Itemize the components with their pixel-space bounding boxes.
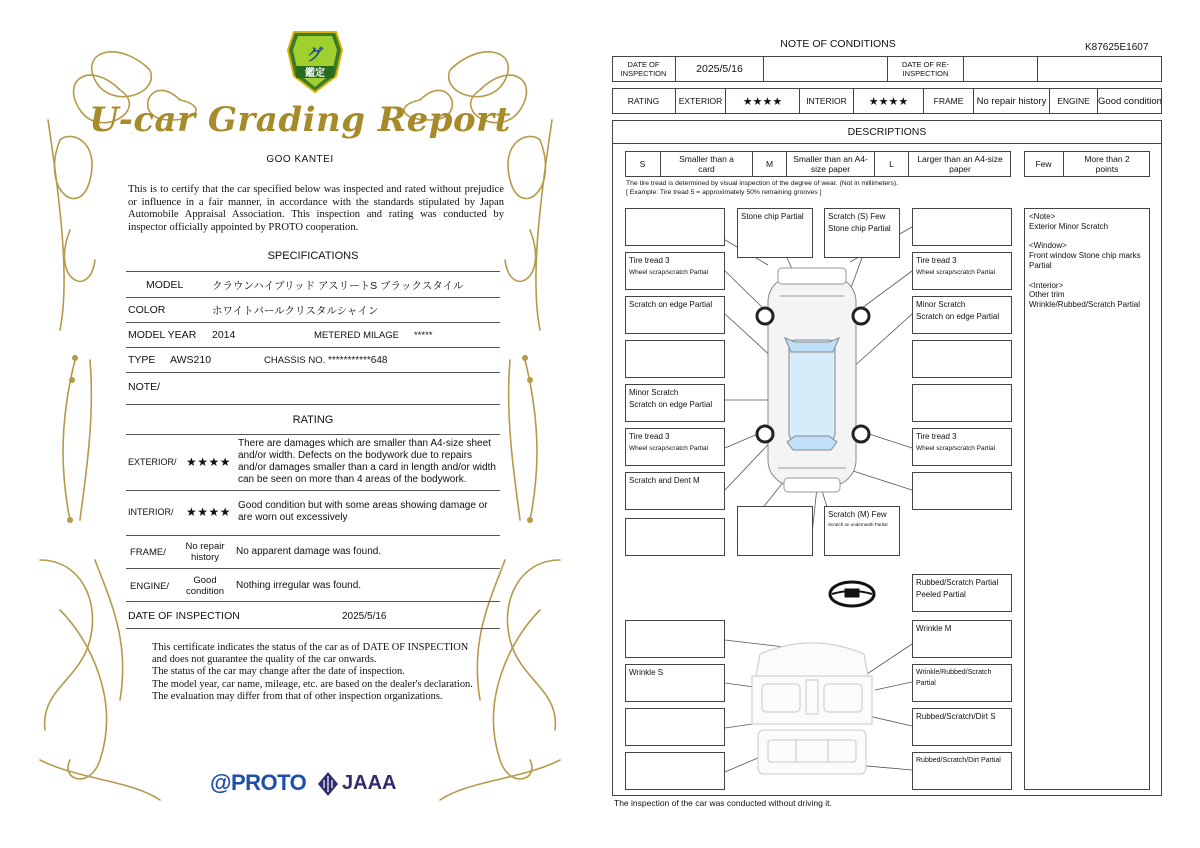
annotation-interior-right-1: Wrinkle M <box>912 620 1012 658</box>
spec-row-type <box>126 351 500 369</box>
engine-value: Good condition <box>1098 95 1162 107</box>
legend-s-desc: Smaller than a card <box>661 151 753 177</box>
annotation-left-door: Minor Scratch Scratch on edge Partial <box>625 384 725 422</box>
engine-value: Good condition <box>185 575 225 597</box>
engine-label: ENGINE/ <box>130 580 170 592</box>
annotation-interior-right-3: Rubbed/Scratch/Dirt S <box>912 708 1012 746</box>
rating-row-frame <box>126 538 500 566</box>
model-year-value: 2014 <box>212 329 236 341</box>
chassis-value: ***********648 <box>328 354 388 366</box>
note-of-conditions <box>600 0 1200 848</box>
rating-row-date <box>126 607 500 625</box>
report-subtitle: GOO KANTEI <box>266 154 334 165</box>
model-label: MODEL <box>146 279 184 291</box>
annotation-box-empty <box>912 472 1012 510</box>
annotation-box-empty <box>625 752 725 790</box>
spec-row-note <box>126 378 500 396</box>
annotation-left-front-tire: Tire tread 3 Wheel scrap/scratch Partial <box>625 252 725 290</box>
mileage-value: ***** <box>414 329 433 341</box>
frame-label: FRAME <box>924 88 974 114</box>
car-top-view-icon <box>768 268 856 492</box>
spec-row-model-year <box>126 326 500 344</box>
annotation-left-rear-quarter: Scratch and Dent M <box>625 472 725 510</box>
certification-statement: This is to certify that the car specified below was inspected and rated without prejudice or influence in a fair manner, in accordance with the standards stipulated by Japan Automobile Appraisal Association. This inspection and rating was conducted by inspector officially appointed by PROTO cooperation. <box>128 184 504 233</box>
goo-kantei-badge <box>286 30 344 94</box>
annotation-box-empty <box>625 340 725 378</box>
svg-text:鑑定: 鑑定 <box>305 68 325 79</box>
exterior-stars: ★★★★ <box>726 88 800 114</box>
exterior-label: EXTERIOR <box>676 88 726 114</box>
note-label: NOTE/ <box>128 381 161 393</box>
frame-description: No apparent damage was found. <box>236 546 382 557</box>
exterior-stars: ★★★★ <box>186 455 232 469</box>
spec-row-model <box>126 276 500 294</box>
interior-description: Good condition but with some areas showing damage or are worn out excessively <box>238 500 488 523</box>
date-label: DATE OF INSPECTION <box>128 610 240 622</box>
inspection-footer: The inspection of the car was conducted without driving it. <box>614 798 832 808</box>
frame-value: No repair history <box>185 541 225 563</box>
reference-number: K87625E1607 <box>1085 42 1149 53</box>
annotation-interior-right-4: Rubbed/Scratch/Dirt Partial <box>912 752 1012 790</box>
annotation-right-front-tire: Tire tread 3 Wheel scrap/scratch Partial <box>912 252 1012 290</box>
model-value: クラウンハイブリッド アスリートS ブラックスタイル <box>212 279 464 292</box>
color-label: COLOR <box>128 304 166 316</box>
interior-stars: ★★★★ <box>186 505 232 519</box>
descriptions-heading: DESCRIPTIONS <box>612 120 1162 144</box>
interior-label: INTERIOR/ <box>128 507 174 517</box>
annotation-box-empty <box>737 506 813 556</box>
annotation-interior-left-2: Wrinkle S <box>625 664 725 702</box>
spec-row-color <box>126 301 500 319</box>
certificate-disclaimer: This certificate indicates the status of the car as of DATE OF INSPECTION and does not guarantee the quality of the car onwards. The status of the car may change after the date of inspection. The model year, car name, mileage, etc. are based on the dealer's declaration. The evaluation may differ from that of other inspection organizations. <box>152 642 473 702</box>
notes-panel: <Note> Exterior Minor Scratch <Window> Front window Stone chip marks Partial <Interior> Other trim Wrinkle/Rubbed/Scratch Partial <box>1024 208 1150 790</box>
rating-row-exterior <box>126 437 500 487</box>
frame-value: No repair history <box>974 88 1050 114</box>
type-label: TYPE <box>128 354 156 366</box>
engine-label: ENGINE <box>1050 88 1098 114</box>
re-inspection-label: DATE OF RE-INSPECTION <box>888 56 964 82</box>
annotation-rear: Scratch (M) Few Scratch on underneath Partial <box>824 506 900 556</box>
annotation-box-empty <box>625 620 725 658</box>
tire-example: [ Example: Tire tread 5 = approximately 50% remaining grooves ] <box>626 189 822 196</box>
rating-label: RATING <box>612 88 676 114</box>
proto-logo: @PROTO <box>210 770 307 795</box>
annotation-right-front-fender: Minor Scratch Scratch on edge Partial <box>912 296 1012 334</box>
annotation-box-empty <box>912 340 1012 378</box>
model-year-label: MODEL YEAR <box>128 329 197 341</box>
interior-stars: ★★★★ <box>854 88 924 114</box>
legend-l: L <box>875 151 909 177</box>
color-value: ホワイトパールクリスタルシャイン <box>212 304 379 317</box>
rating-row-interior <box>126 494 500 530</box>
logos <box>210 770 410 798</box>
report-title: U-car Grading Report <box>89 100 511 140</box>
jaaa-mark-icon <box>318 772 338 796</box>
conditions-title: NOTE OF CONDITIONS <box>780 38 896 50</box>
exterior-description: There are damages which are smaller than A4-size sheet and/or width. Defects on the bodywork due to repairs and/or damages smaller than a card in length and/or width can be seen on more than 4 areas of the bodywork. <box>238 438 496 485</box>
date-of-inspection-value: 2025/5/16 <box>676 56 764 82</box>
interior-label: INTERIOR <box>800 88 854 114</box>
type-value: AWS210 <box>170 354 212 366</box>
annotation-front-left: Stone chip Partial <box>737 208 813 258</box>
car-interior-icon <box>752 643 872 774</box>
chassis-label: CHASSIS NO. <box>264 354 326 366</box>
tire-note: The tire tread is determined by visual inspection of the degree of wear. (Not in millimeters). <box>626 180 898 187</box>
rating-heading: RATING <box>292 414 334 426</box>
mileage-label: METERED MILAGE <box>314 329 399 341</box>
annotation-box-empty <box>625 208 725 246</box>
annotation-left-rear-tire: Tire tread 3 Wheel scrap/scratch Partial <box>625 428 725 466</box>
annotation-front-right: Scratch (S) Few Stone chip Partial <box>824 208 900 258</box>
specifications-heading: SPECIFICATIONS <box>267 250 359 262</box>
legend-few: Few <box>1024 151 1064 177</box>
legend-m-desc: Smaller than an A4-size paper <box>787 151 875 177</box>
legend-few-desc: More than 2 points <box>1084 154 1130 174</box>
annotation-right-rear-tire: Tire tread 3 Wheel scrap/scratch Partial <box>912 428 1012 466</box>
exterior-label: EXTERIOR/ <box>128 457 177 467</box>
steering-wheel-icon <box>830 582 874 606</box>
annotation-box-empty <box>625 708 725 746</box>
legend-s: S <box>625 151 661 177</box>
engine-description: Nothing irregular was found. <box>236 580 362 591</box>
annotation-interior-right-2: Wrinkle/Rubbed/Scratch Partial <box>912 664 1012 702</box>
annotation-box-empty <box>912 384 1012 422</box>
jaaa-logo: JAAA <box>342 772 397 794</box>
rating-row-engine <box>126 572 500 600</box>
annotation-box-empty <box>625 518 725 556</box>
svg-text:グ: グ <box>306 45 324 64</box>
annotation-steering: Rubbed/Scratch Partial Peeled Partial <box>912 574 1012 612</box>
frame-label: FRAME/ <box>130 546 166 558</box>
annotation-box-empty <box>912 208 1012 246</box>
annotation-left-front-fender: Scratch on edge Partial <box>625 296 725 334</box>
legend-l-desc: Larger than an A4-size paper <box>917 154 1003 174</box>
legend-m: M <box>753 151 787 177</box>
date-value: 2025/5/16 <box>342 610 387 622</box>
date-of-inspection-label: DATE OF INSPECTION <box>612 56 676 82</box>
